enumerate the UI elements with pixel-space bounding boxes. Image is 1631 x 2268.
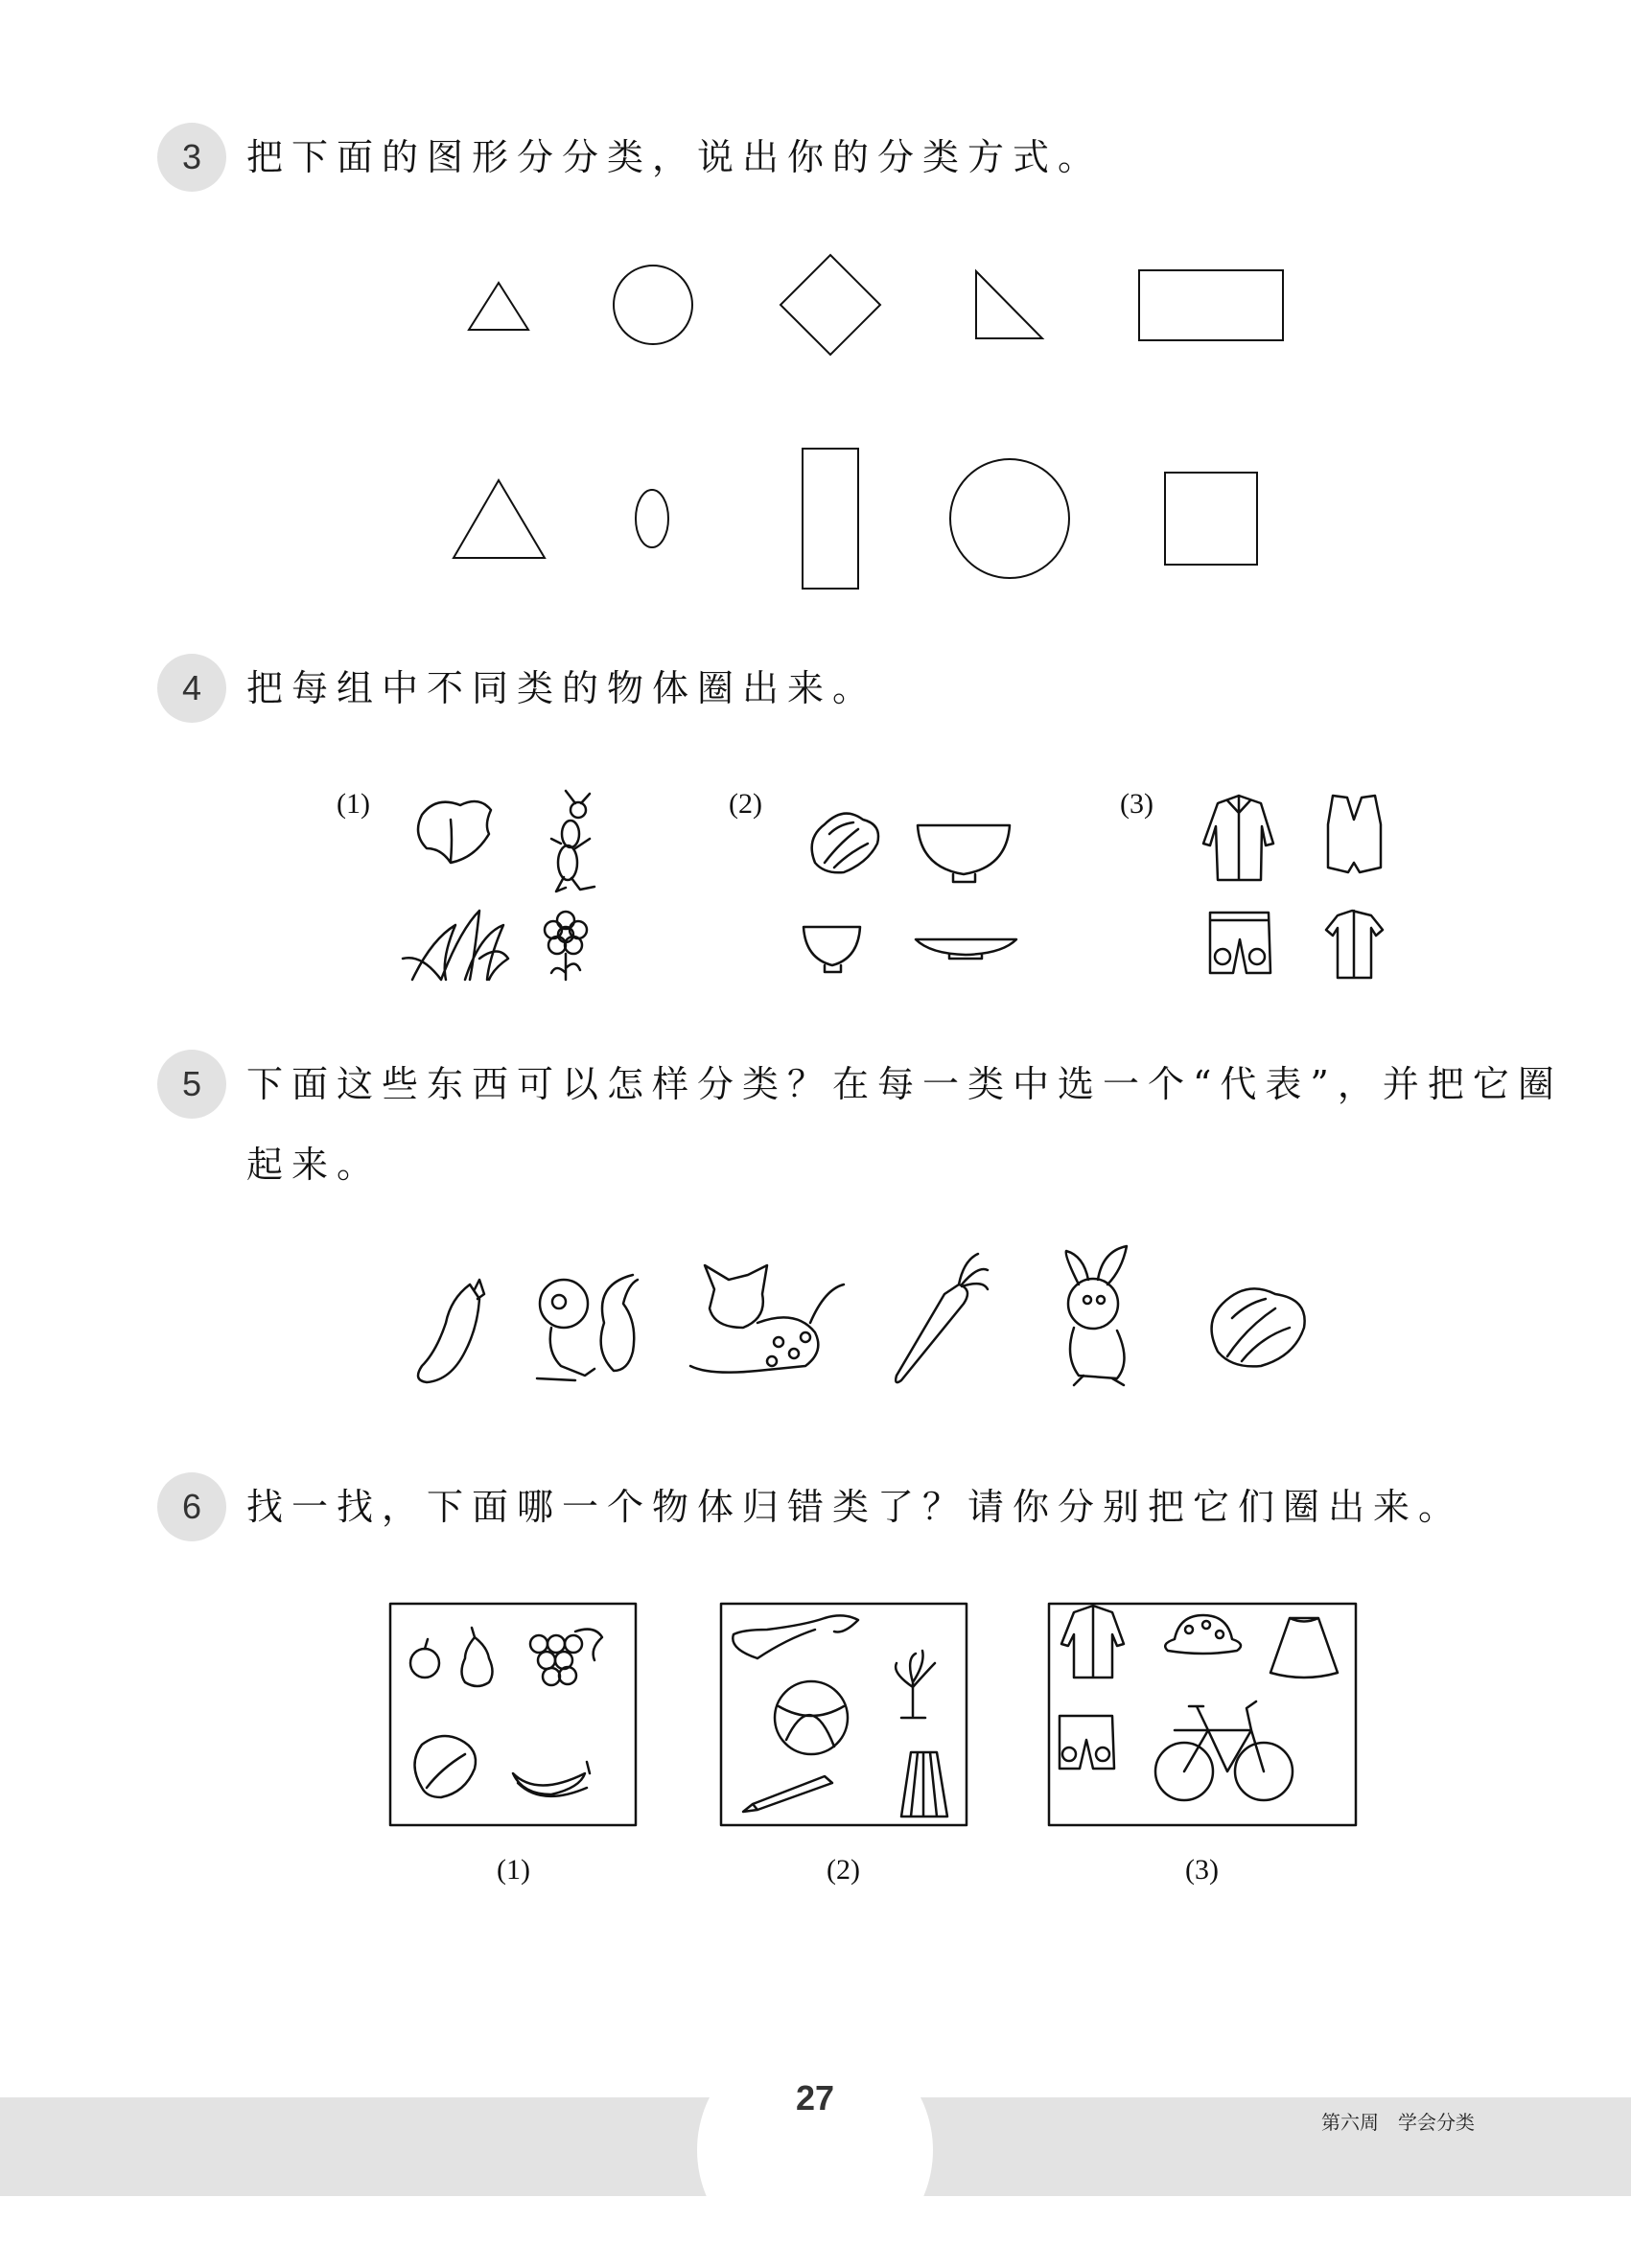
large-circle-shape — [950, 459, 1069, 578]
right-triangle-shape — [976, 271, 1042, 338]
vest-picture — [1328, 796, 1381, 872]
footer-page-tab — [697, 2032, 933, 2268]
leaf-picture — [418, 801, 491, 863]
grass-picture — [403, 911, 508, 980]
question-6-text: 找一找，下面哪一个物体归错类了？请你分别把它们圈出来。 — [246, 1486, 1464, 1528]
jump-rope-picture — [733, 1615, 858, 1658]
ball-picture — [775, 1681, 848, 1754]
flower-picture — [545, 912, 587, 980]
plant-picture — [896, 1651, 935, 1718]
shorts-picture — [1210, 913, 1270, 973]
box-label-1: (1) — [497, 1854, 530, 1886]
group-label-2: (2) — [729, 788, 762, 820]
tall-rectangle-shape — [803, 449, 858, 589]
shirt-picture — [1203, 796, 1273, 880]
small-bowl-picture — [804, 927, 860, 972]
eggplant-picture — [418, 1280, 484, 1382]
ant-picture — [551, 791, 594, 891]
shuttlecock-picture — [901, 1752, 947, 1817]
square-shape — [1165, 473, 1257, 565]
short-sleeve-shirt-picture — [1326, 911, 1383, 978]
grapes-picture — [530, 1630, 602, 1685]
q5-pictures — [0, 1246, 1631, 1419]
question-number-3: 3 — [157, 123, 226, 192]
question-5-line2: 起来。 — [246, 1144, 383, 1186]
carrot-picture — [896, 1254, 988, 1382]
cat-picture — [690, 1265, 844, 1373]
apple-picture — [410, 1639, 439, 1678]
rabbit-picture — [1066, 1246, 1127, 1385]
question-5-line1: 下面这些东西可以怎样分类？在每一类中选一个“代表”，并把它圈 — [246, 1063, 1563, 1105]
question-number-5: 5 — [157, 1050, 226, 1119]
oval-shape — [636, 490, 668, 547]
pear-picture — [462, 1628, 493, 1686]
page-number: 27 — [795, 2078, 835, 2118]
box-2 — [721, 1604, 967, 1825]
plate-picture — [916, 939, 1016, 959]
section-title: 第六周 学会分类 — [1321, 2111, 1475, 2134]
cabbage-picture-2 — [1212, 1288, 1305, 1366]
wide-rectangle-shape — [1139, 270, 1283, 340]
shapes-figure — [0, 0, 1631, 613]
box-3 — [1049, 1604, 1356, 1825]
question-number-6: 6 — [157, 1472, 226, 1541]
large-triangle-shape — [454, 480, 545, 558]
q4-pictures — [0, 767, 1631, 997]
shirt-box-picture — [1061, 1606, 1124, 1678]
question-4-text: 把每组中不同类的物体圈出来。 — [246, 667, 878, 709]
group-label-1: (1) — [337, 788, 370, 820]
question-3-text: 把下面的图形分分类，说出你的分类方式。 — [246, 136, 1104, 178]
hat-picture — [1165, 1615, 1241, 1654]
cabbage-picture — [812, 814, 878, 873]
shorts-box-picture — [1060, 1716, 1114, 1769]
box-1 — [390, 1604, 636, 1825]
box-label-3: (3) — [1185, 1854, 1219, 1886]
cabbage-box-picture — [415, 1736, 477, 1797]
large-bowl-picture — [918, 825, 1010, 882]
diamond-shape — [781, 255, 880, 355]
bananas-picture — [513, 1762, 590, 1796]
pen-picture — [743, 1776, 832, 1812]
small-circle-shape — [614, 266, 692, 344]
bicycle-picture — [1155, 1701, 1293, 1800]
question-number-4: 4 — [157, 654, 226, 723]
squirrel-picture — [537, 1275, 638, 1380]
small-triangle-shape — [469, 283, 528, 330]
q6-boxes — [0, 1591, 1631, 1840]
skirt-picture — [1270, 1618, 1338, 1678]
group-label-3: (3) — [1120, 788, 1153, 820]
box-label-2: (2) — [827, 1854, 860, 1886]
